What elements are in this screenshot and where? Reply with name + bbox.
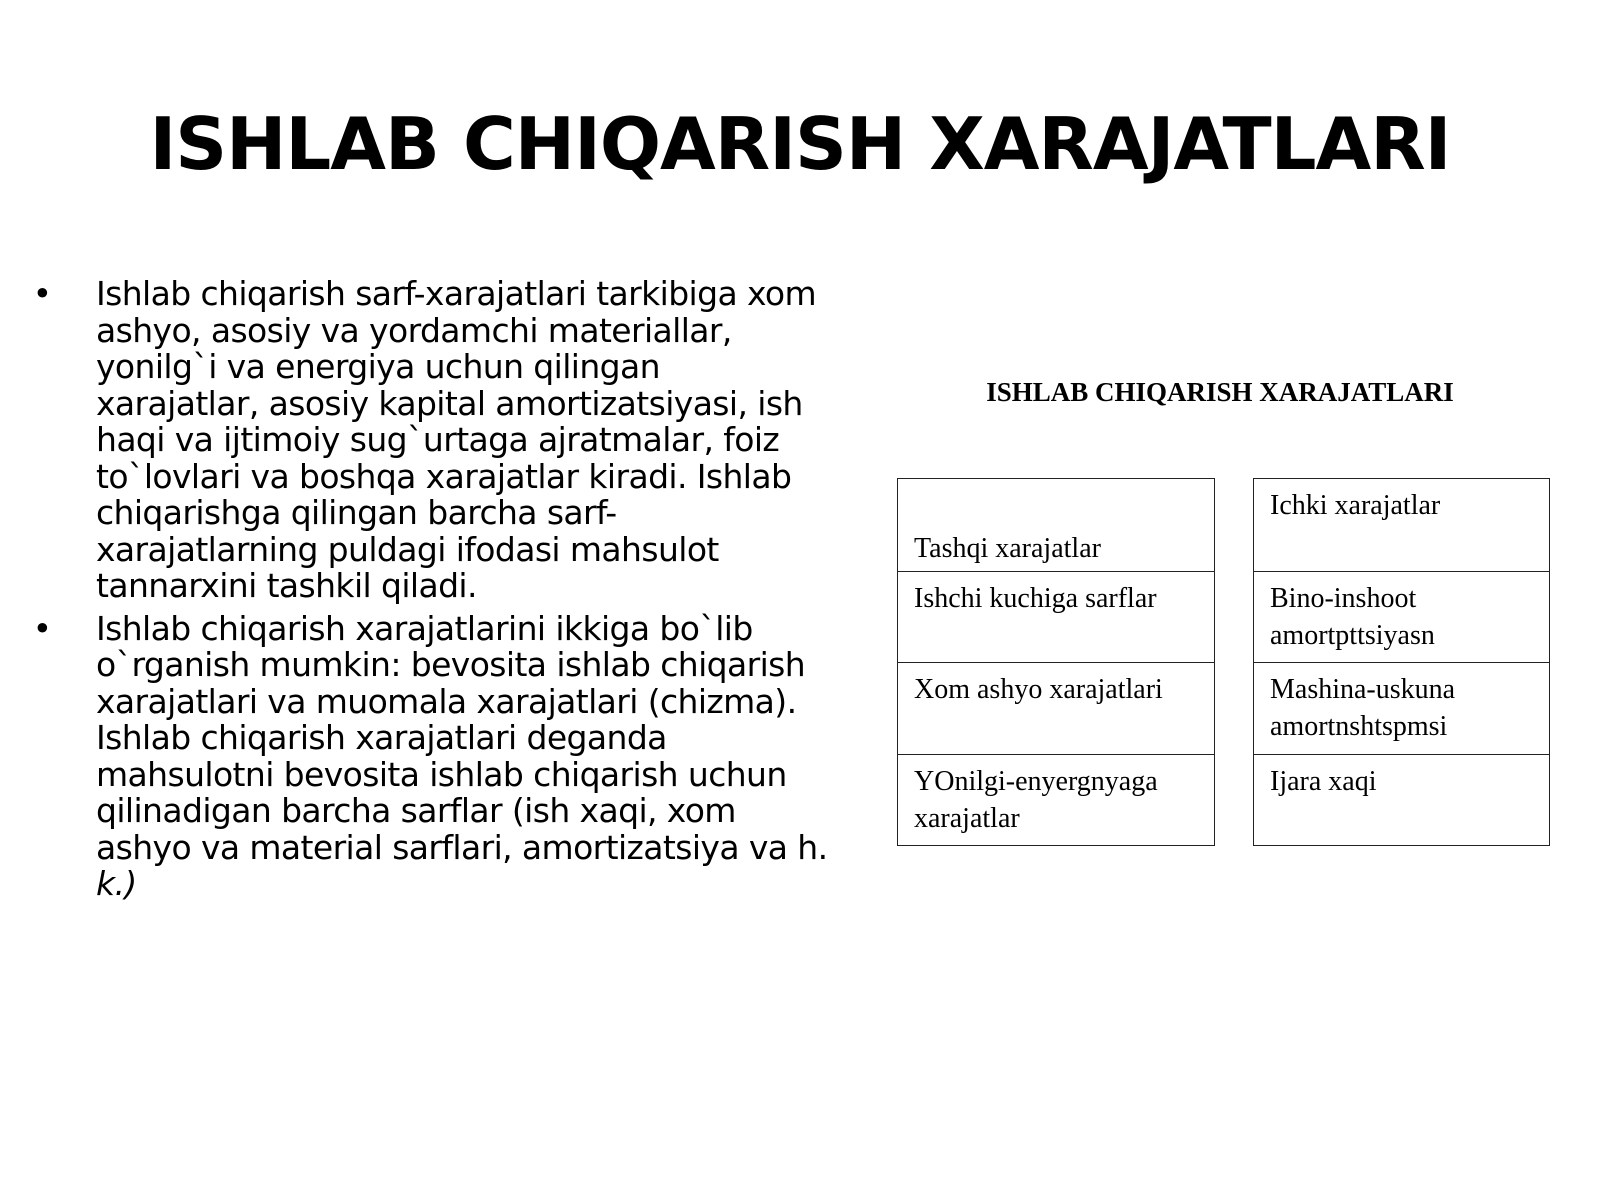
diagram-cell-labor-costs: Ishchi kuchiga sarflar [898, 571, 1214, 663]
slide-title: ISHLAB CHIQARISH XARAJATLARI [149, 102, 1451, 186]
bullet-text: Ishlab chiqarish sarf-xarajatlari tarkibiga xom ashyo, asosiy va yordamchi materiallar, yonilg`i va energiya uchun qilingan xarajatlar, asosiy kapital amortizatsiyasi, ish haqi va ijtimoiy sug`urtaga ajratmalar, foiz to`lovlari va boshqa xarajatlar kiradi. Ishlab chiqarishga qilingan barcha sarf-xarajatlarning puldagi ifodasi mahsulot tannarxini tashkil qiladi. [96, 274, 817, 605]
diagram-cell-label: Tashqi xarajatlar [914, 532, 1101, 564]
diagram-cell-machinery-amortization: Mashina-uskuna amortnshtspmsi [1254, 662, 1549, 754]
bullet-dot-icon: • [32, 274, 52, 313]
bullet-item [32, 608, 832, 903]
diagram-cell-external-costs [898, 479, 1214, 571]
bullet-list [32, 276, 832, 909]
diagram-left-column [897, 478, 1215, 846]
diagram-cell-fuel-energy-costs: YOnilgi-enyergnyaga xarajatlar [898, 754, 1214, 846]
diagram-cell-internal-costs: Ichki xarajatlar [1270, 490, 1441, 521]
bullet-text-main: Ishlab chiqarish xarajatlarini ikkiga bo`lib o`rganish mumkin: bevosita ishlab chiqarish xarajatlari va muomala xarajatlari (chizma). Ishlab chiqarish xarajatlari deganda mahsulotni bevosita ishlab chiqarish uchun qilinadigan barcha sarflar (ish xaqi, xom ashyo va material sarflari, amortizatsiya va h. [96, 608, 828, 867]
bullet-item [32, 276, 832, 605]
bullet-text-italic: k.) [96, 864, 137, 903]
bullet-dot-icon: • [32, 608, 52, 648]
diagram-cell-raw-material-costs: Xom ashyo xarajatlari [898, 662, 1214, 754]
diagram-cell-rent: Ijara xaqi [1254, 754, 1549, 846]
diagram-title: ISHLAB CHIQARISH XARAJATLARI [986, 377, 1454, 407]
diagram-right-column [1253, 478, 1550, 846]
diagram-cell-building-amortization: Bino-inshoot amortpttsiyasn [1254, 571, 1549, 663]
bullet-text [96, 609, 827, 904]
